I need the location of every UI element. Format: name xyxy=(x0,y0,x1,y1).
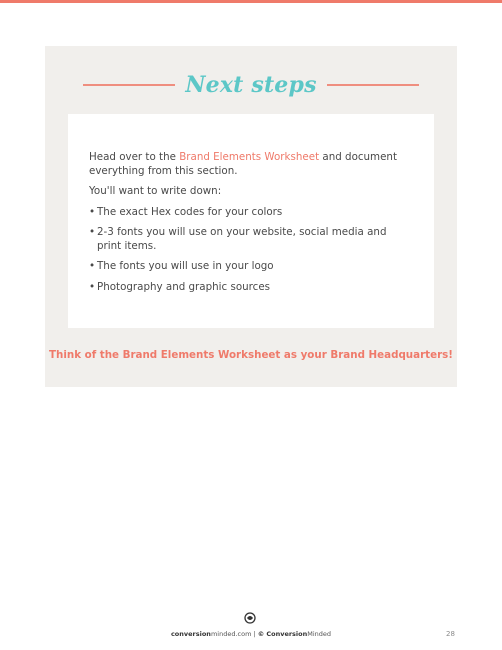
list-item: • Photography and graphic sources xyxy=(89,280,271,293)
section-heading: Next steps xyxy=(185,72,317,98)
brand-mark-icon xyxy=(243,612,257,624)
checklist xyxy=(89,206,409,295)
heading-row xyxy=(45,70,457,100)
top-accent-bar xyxy=(0,0,502,3)
intro-paragraph: Head over to the Brand Elements Worksheet and document everything from this section. xyxy=(89,151,397,177)
callout-text: Think of the Brand Elements Worksheet as your Brand Headquarters! xyxy=(49,349,453,361)
instructions-card xyxy=(68,114,434,328)
page-number: 28 xyxy=(446,630,455,638)
lead-paragraph: You'll want to write down: xyxy=(89,185,222,197)
heading-rule-right xyxy=(327,84,419,86)
list-item: • The exact Hex codes for your colors xyxy=(89,205,283,218)
list-item: • The fonts you will use in your logo xyxy=(89,260,274,272)
brand-elements-worksheet-link[interactable]: Brand Elements Worksheet xyxy=(179,151,320,163)
heading-rule-left xyxy=(83,84,175,86)
page-footer: conversionminded.com | © ConversionMinded xyxy=(170,630,332,638)
list-item: • 2-3 fonts you will use on your website, social media and print items. xyxy=(89,226,387,252)
next-steps-panel xyxy=(45,46,457,387)
